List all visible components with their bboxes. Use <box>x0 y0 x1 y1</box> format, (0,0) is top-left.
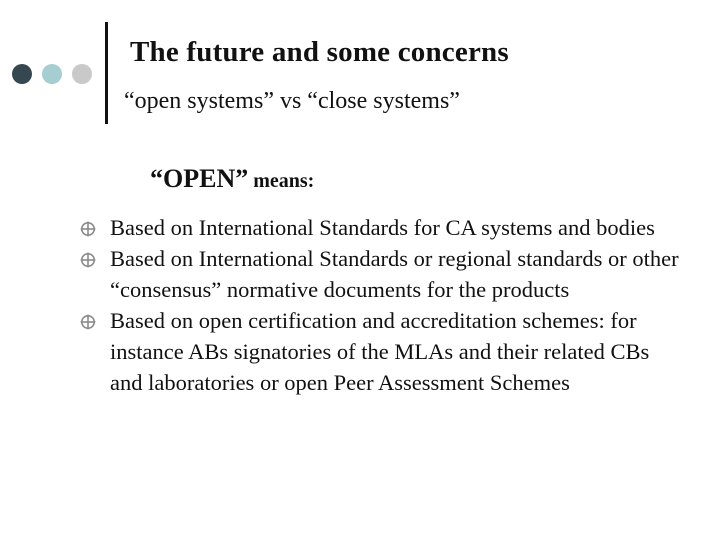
bullet-text: Based on International Standards for CA systems and bodies <box>110 215 655 240</box>
section-heading <box>150 164 314 194</box>
dark-circle-icon <box>12 64 32 84</box>
heading-open-word: “OPEN” <box>150 164 249 193</box>
slide-title: The future and some concerns <box>130 36 509 68</box>
teal-circle-icon <box>42 64 62 84</box>
list-item <box>80 212 680 243</box>
decorative-dots <box>12 64 94 84</box>
bullet-list <box>80 212 680 398</box>
bullet-circle-cross-icon <box>80 252 96 268</box>
gray-circle-icon <box>72 64 92 84</box>
list-item <box>80 243 680 305</box>
bullet-circle-cross-icon <box>80 314 96 330</box>
heading-means-text: means: <box>248 170 315 192</box>
bullet-circle-cross-icon <box>80 221 96 237</box>
title-divider <box>105 22 108 124</box>
bullet-text: Based on International Standards or regional standards or other “consensus” normative documents for the products <box>110 246 679 302</box>
bullet-text: Based on open certification and accreditation schemes: for instance ABs signatories of the MLAs and their related CBs and laboratories or open Peer Assessment Schemes <box>110 308 650 395</box>
list-item <box>80 305 680 398</box>
slide-subtitle: “open systems” vs “close systems” <box>124 88 460 114</box>
